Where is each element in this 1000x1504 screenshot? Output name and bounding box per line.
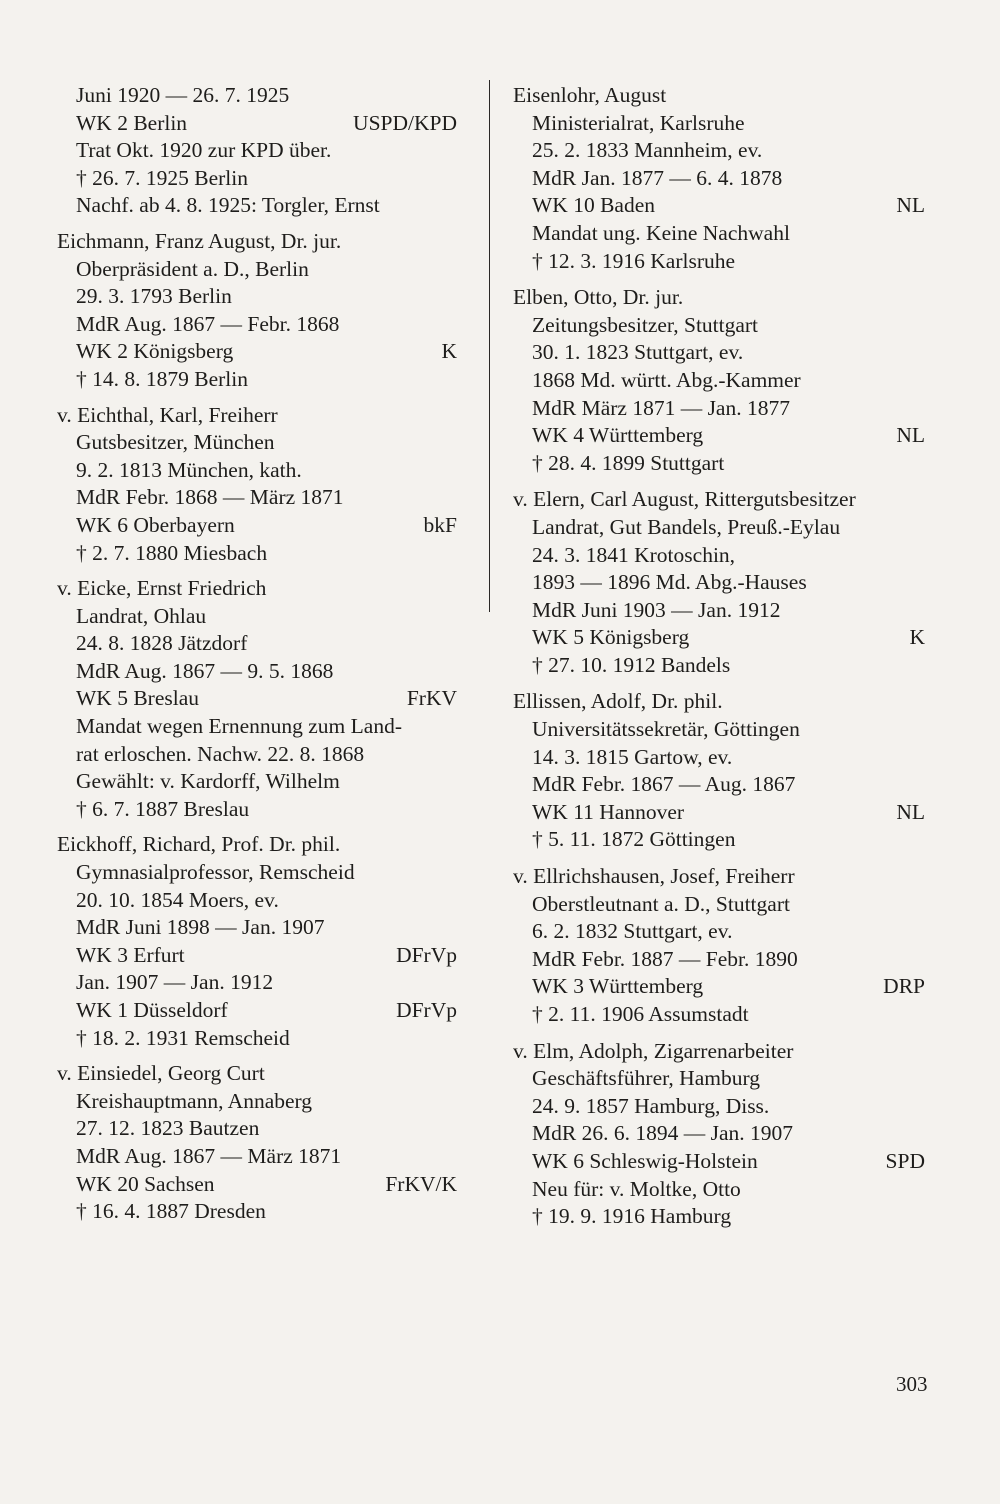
entry-line-text: Mandat wegen Ernennung zum Land- (76, 714, 402, 739)
entry-line-text: Oberstleutnant a. D., Stuttgart (532, 891, 790, 916)
biography-entry (57, 228, 457, 394)
entry-line (57, 283, 457, 311)
entry-line (513, 450, 925, 478)
entry-line (513, 312, 925, 340)
biography-entry (513, 82, 925, 275)
entry-line (513, 973, 925, 1001)
entry-line (513, 771, 925, 799)
entry-line-text: 24. 9. 1857 Hamburg, Diss. (532, 1093, 770, 1118)
entry-line (513, 799, 925, 827)
party-label: NL (896, 193, 925, 218)
entry-line-text: MdR Febr. 1887 — Febr. 1890 (532, 946, 798, 971)
entry-line (57, 741, 457, 769)
entry-line (513, 248, 925, 276)
entry-line-text: Gewählt: v. Kardorff, Wilhelm (76, 769, 340, 794)
entry-line-text: 20. 10. 1854 Moers, ev. (76, 887, 279, 912)
entry-line (513, 1001, 925, 1029)
entry-line-text: 24. 8. 1828 Jätzdorf (76, 631, 248, 656)
biography-entry (57, 575, 457, 823)
entry-name: v. Eicke, Ernst Friedrich (57, 576, 267, 601)
entry-name: v. Eichthal, Karl, Freiherr (57, 402, 278, 427)
entry-line (57, 256, 457, 284)
entry-line-text: 9. 2. 1813 München, kath. (76, 457, 302, 482)
biography-entry (513, 688, 925, 854)
entry-name: v. Elern, Carl August, Rittergutsbesitzer (513, 487, 856, 512)
entry-line-text: WK 11 Hannover (532, 799, 685, 824)
entry-line-text: † 6. 7. 1887 Breslau (76, 796, 250, 821)
entry-line-text: † 26. 7. 1925 Berlin (76, 165, 248, 190)
entry-line-text: 24. 3. 1841 Krotoschin, (532, 542, 736, 567)
entry-line (57, 366, 457, 394)
entry-line (513, 652, 925, 680)
entry-line-text: MdR Jan. 1877 — 6. 4. 1878 (532, 165, 783, 190)
entry-line (57, 658, 457, 686)
entry-line (57, 914, 457, 942)
entry-line (513, 137, 925, 165)
entry-line (513, 1176, 925, 1204)
entry-line-text: Gutsbesitzer, München (76, 430, 275, 455)
party-label: DFrVp (396, 998, 457, 1022)
entry-line (513, 918, 925, 946)
entry-line (513, 624, 925, 652)
entry-line-text: Nachf. ab 4. 8. 1925: Torgler, Ernst (76, 193, 380, 218)
entry-line-text: WK 3 Erfurt (76, 942, 185, 967)
biography-entry (513, 1038, 925, 1231)
entry-line-text: WK 5 Breslau (76, 686, 199, 711)
entry-line-text: WK 5 Königsberg (532, 625, 690, 650)
entry-line-text: Trat Okt. 1920 zur KPD über. (76, 138, 332, 163)
entry-line (57, 110, 457, 138)
entry-line-text: MdR März 1871 — Jan. 1877 (532, 395, 790, 420)
entry-line-text: WK 20 Sachsen (76, 1171, 215, 1196)
entry-line (57, 630, 457, 658)
entry-line-text: Landrat, Ohlau (76, 603, 207, 628)
entry-line (57, 429, 457, 457)
entry-line (57, 165, 457, 193)
entry-line (57, 311, 457, 339)
entry-line (513, 422, 925, 450)
entry-line-text: MdR Aug. 1867 — 9. 5. 1868 (76, 658, 334, 683)
entry-line-text: MdR Febr. 1868 — März 1871 (76, 485, 344, 510)
entry-line (513, 946, 925, 974)
entry-line-text: Oberpräsident a. D., Berlin (76, 256, 309, 281)
entry-line-text: 30. 1. 1823 Stuttgart, ev. (532, 340, 744, 365)
entry-line-text: WK 1 Düsseldorf (76, 998, 228, 1022)
biography-entry (513, 284, 925, 477)
entry-line-text: MdR 26. 6. 1894 — Jan. 1907 (532, 1121, 793, 1146)
entry-line (513, 744, 925, 772)
entry-line-text: Geschäftsführer, Hamburg (532, 1066, 760, 1091)
entry-line (513, 1093, 925, 1121)
entry-line-text: MdR Juni 1898 — Jan. 1907 (76, 915, 325, 940)
entry-line (57, 603, 457, 631)
entry-line (57, 1025, 457, 1053)
entry-line (513, 110, 925, 138)
entry-line-text: MdR Aug. 1867 — März 1871 (76, 1143, 342, 1168)
biography-entry (513, 863, 925, 1029)
entry-line-text: † 2. 7. 1880 Miesbach (76, 540, 268, 565)
party-label: K (909, 625, 925, 650)
entry-line-text: WK 4 Württemberg (532, 423, 704, 448)
entry-line (513, 891, 925, 919)
entry-line (513, 1120, 925, 1148)
biography-entry (57, 1060, 457, 1226)
entry-line (57, 942, 457, 970)
party-label: USPD/KPD (353, 110, 457, 135)
entry-line-text: Jan. 1907 — Jan. 1912 (76, 970, 274, 995)
biography-entry (513, 486, 925, 679)
entry-line (57, 512, 457, 540)
entry-line-text: WK 10 Baden (532, 193, 655, 218)
entry-line (513, 339, 925, 367)
entry-line-text: † 14. 8. 1879 Berlin (76, 366, 248, 391)
party-label: DFrVp (396, 942, 457, 967)
entry-line (57, 1115, 457, 1143)
entry-line (513, 569, 925, 597)
entry-line-text: † 2. 11. 1906 Assumstadt (532, 1002, 749, 1026)
entry-line (57, 137, 457, 165)
party-label: bkF (423, 512, 457, 537)
entry-line-text: MdR Febr. 1867 — Aug. 1867 (532, 772, 796, 797)
entry-name: v. Elm, Adolph, Zigarrenarbeiter (513, 1038, 794, 1063)
entry-line (57, 457, 457, 485)
entry-line (513, 1203, 925, 1231)
entry-line (57, 713, 457, 741)
entry-line (57, 796, 457, 824)
entry-line-text: WK 2 Königsberg (76, 339, 234, 364)
entry-line-text: Mandat ung. Keine Nachwahl (532, 220, 790, 245)
entry-line-text: 6. 2. 1832 Stuttgart, ev. (532, 919, 733, 944)
entry-name: Ellissen, Adolf, Dr. phil. (513, 689, 723, 714)
entry-line-text: 14. 3. 1815 Gartow, ev. (532, 744, 733, 769)
entry-line-text: WK 2 Berlin (76, 110, 188, 135)
biography-entry (57, 82, 457, 220)
entry-line-text: WK 3 Württemberg (532, 974, 704, 999)
entry-line (57, 1143, 457, 1171)
party-label: FrKV (406, 686, 457, 711)
entry-line-text: † 12. 3. 1916 Karlsruhe (532, 248, 736, 273)
entry-line-text: WK 6 Schleswig-Holstein (532, 1148, 758, 1173)
entry-name: Elben, Otto, Dr. jur. (513, 285, 684, 310)
entry-line (57, 540, 457, 568)
party-label: FrKV/K (385, 1171, 457, 1196)
entry-line-text: † 16. 4. 1887 Dresden (76, 1199, 266, 1224)
entry-line-text: 1868 Md. württ. Abg.-Kammer (532, 367, 801, 392)
entry-line (57, 685, 457, 713)
entry-line-text: Universitätssekretär, Göttingen (532, 717, 800, 742)
entry-line-text: MdR Aug. 1867 — Febr. 1868 (76, 311, 340, 336)
entry-line-text: rat erloschen. Nachw. 22. 8. 1868 (76, 741, 365, 766)
entry-line-text: Landrat, Gut Bandels, Preuß.-Eylau (532, 514, 841, 539)
entry-line (513, 192, 925, 220)
entry-line-text: Ministerialrat, Karlsruhe (532, 110, 745, 135)
entry-line (57, 969, 457, 997)
entry-name: v. Ellrichshausen, Josef, Freiherr (513, 864, 795, 889)
entry-line-text: † 5. 11. 1872 Göttingen (532, 827, 736, 852)
entry-line-text: WK 6 Oberbayern (76, 512, 235, 537)
left-column (57, 82, 457, 1226)
entry-line (513, 542, 925, 570)
entry-line-text: † 18. 2. 1931 Remscheid (76, 1025, 290, 1050)
entry-line (57, 484, 457, 512)
entry-line-text: 25. 2. 1833 Mannheim, ev. (532, 138, 763, 163)
entry-line-text: Juni 1920 — 26. 7. 1925 (76, 83, 290, 107)
party-label: NL (896, 799, 925, 824)
entry-line (57, 1198, 457, 1226)
entry-line (57, 768, 457, 796)
entry-line-text: Gymnasialprofessor, Remscheid (76, 860, 355, 885)
entry-line-text: † 27. 10. 1912 Bandels (532, 652, 731, 677)
right-column (513, 82, 925, 1231)
entry-line (57, 887, 457, 915)
entry-line-text: MdR Juni 1903 — Jan. 1912 (532, 597, 781, 622)
entry-line-text: 1893 — 1896 Md. Abg.-Hauses (532, 570, 807, 595)
party-label: SPD (885, 1148, 925, 1173)
party-label: NL (896, 423, 925, 448)
biography-entry (57, 831, 457, 1052)
entry-line-text: 27. 12. 1823 Bautzen (76, 1116, 260, 1141)
entry-line-text: Zeitungsbesitzer, Stuttgart (532, 312, 759, 337)
entry-line (57, 1171, 457, 1199)
column-divider (489, 80, 490, 612)
entry-line (513, 716, 925, 744)
entry-line (57, 82, 457, 110)
entry-line (57, 859, 457, 887)
entry-line-text: † 28. 4. 1899 Stuttgart (532, 450, 725, 475)
entry-line (57, 997, 457, 1025)
entry-name: Eichmann, Franz August, Dr. jur. (57, 228, 342, 253)
entry-line (513, 367, 925, 395)
entry-line (513, 597, 925, 625)
entry-line (513, 395, 925, 423)
entry-name: v. Einsiedel, Georg Curt (57, 1061, 265, 1086)
entry-line (57, 1088, 457, 1116)
entry-line-text: 29. 3. 1793 Berlin (76, 284, 232, 309)
entry-line-text: † 19. 9. 1916 Hamburg (532, 1204, 732, 1229)
entry-line (57, 338, 457, 366)
entry-name: Eisenlohr, August (513, 83, 667, 107)
party-label: DRP (883, 974, 925, 999)
entry-line (513, 1148, 925, 1176)
biography-entry (57, 402, 457, 568)
entry-name: Eickhoff, Richard, Prof. Dr. phil. (57, 832, 341, 857)
entry-line (513, 165, 925, 193)
party-label: K (441, 339, 457, 364)
page-number: 303 (896, 1372, 928, 1396)
entry-line (513, 220, 925, 248)
entry-line-text: Kreishauptmann, Annaberg (76, 1088, 313, 1113)
entry-line (57, 192, 457, 220)
entry-line-text: Neu für: v. Moltke, Otto (532, 1176, 741, 1201)
entry-line (513, 1065, 925, 1093)
entry-line (513, 826, 925, 854)
entry-line (513, 514, 925, 542)
